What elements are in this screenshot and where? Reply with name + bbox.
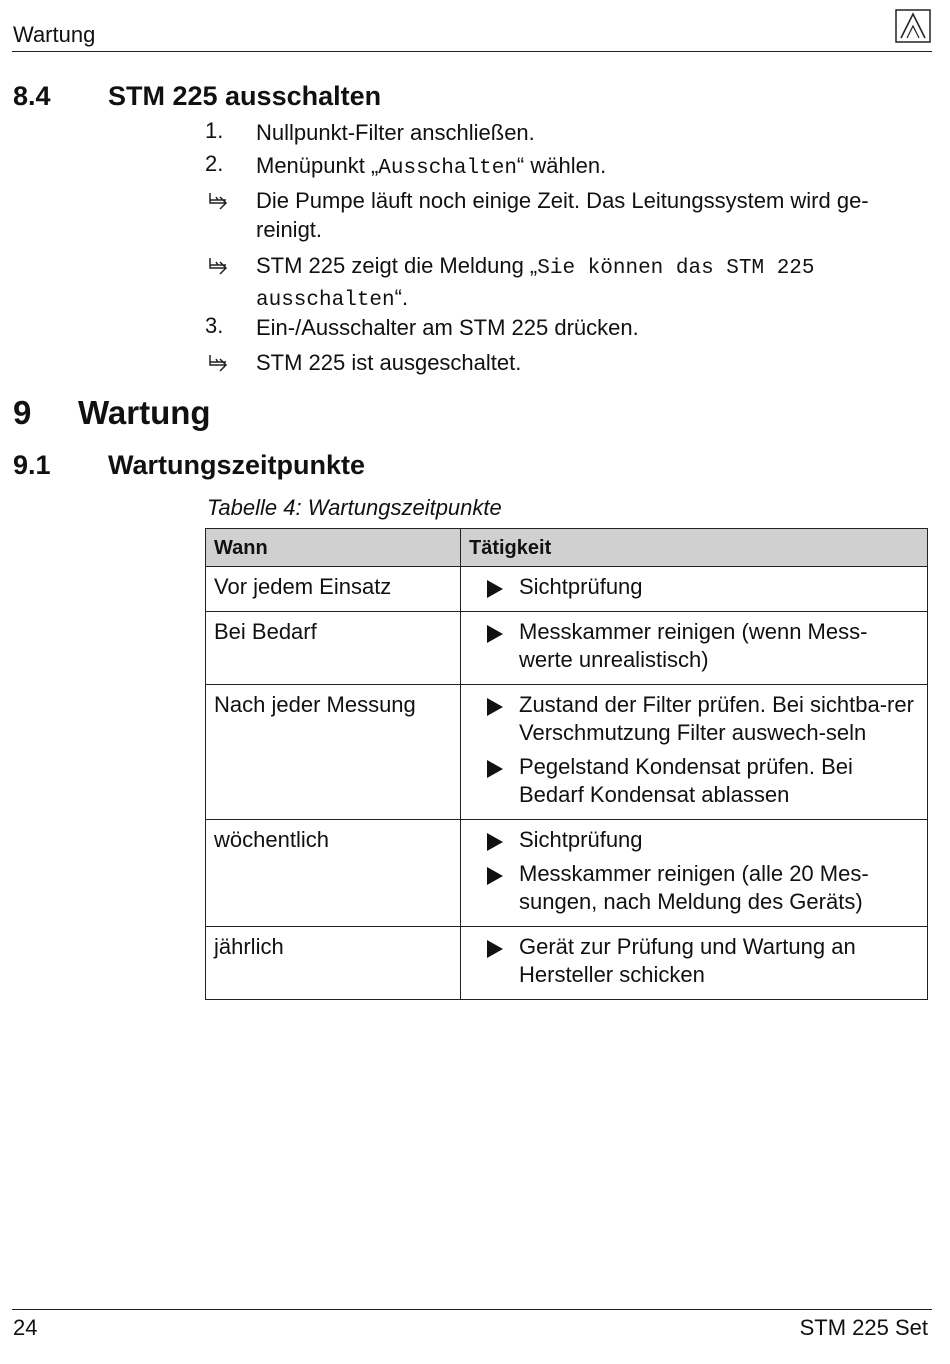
activity-cell — [461, 927, 928, 1000]
running-header-title: Wartung — [13, 22, 96, 47]
bullet-triangle-icon — [469, 618, 519, 644]
maintenance-table — [205, 528, 928, 1000]
header-rule — [12, 51, 932, 52]
table-row — [206, 820, 928, 927]
message-code: ausschalten — [256, 289, 395, 312]
footer-rule — [12, 1309, 932, 1310]
step-text: Nullpunkt-Filter anschließen. — [256, 120, 535, 145]
step-text: Ein-/Ausschalter am STM 225 drücken. — [256, 315, 639, 340]
activity-item: Pegelstand Kondensat prüfen. Bei Bedarf Kondensat ablassen — [469, 753, 919, 809]
activity-item: Messkammer reinigen (wenn Mess-werte unrealistisch) — [469, 618, 919, 674]
footer-product-name: STM 225 Set — [799, 1315, 928, 1340]
activity-cell — [461, 820, 928, 927]
bullet-triangle-icon — [469, 753, 519, 779]
step-number: 3. — [205, 313, 224, 338]
table-row — [206, 927, 928, 1000]
activity-item: Zustand der Filter prüfen. Bei sichtba-rer Verschmutzung Filter auswech-seln — [469, 691, 919, 747]
activity-cell — [461, 685, 928, 820]
result-arrow-icon — [206, 255, 230, 279]
activity-cell — [461, 612, 928, 685]
step-number: 1. — [205, 118, 224, 143]
menu-item-code: Ausschalten — [378, 157, 517, 180]
result-arrow-icon — [206, 190, 230, 214]
activity-item: Sichtprüfung — [469, 826, 919, 854]
message-code: Sie können das STM 225 — [537, 257, 815, 280]
result-text: STM 225 ist ausgeschaltet. — [256, 350, 522, 375]
activity-item: Gerät zur Prüfung und Wartung an Hersteller schicken — [469, 933, 919, 989]
result-text: Die Pumpe läuft noch einige Zeit. Das Leitungssystem wird ge- reinigt. — [256, 188, 869, 242]
when-cell: Bei Bedarf — [206, 612, 461, 685]
bullet-triangle-icon — [469, 826, 519, 852]
bullet-triangle-icon — [469, 691, 519, 717]
page-number: 24 — [13, 1315, 38, 1340]
section-title: STM 225 ausschalten — [108, 81, 382, 111]
section-title: Wartungszeitpunkte — [108, 450, 366, 480]
activity-item: Messkammer reinigen (alle 20 Mes-sungen, nach Meldung des Geräts) — [469, 860, 919, 916]
result-arrow-icon — [206, 352, 230, 376]
table-row — [206, 567, 928, 612]
when-cell: Nach jeder Messung — [206, 685, 461, 820]
section-number: 9.1 — [13, 450, 51, 480]
when-cell: Vor jedem Einsatz — [206, 567, 461, 612]
bullet-triangle-icon — [469, 860, 519, 886]
when-cell: wöchentlich — [206, 820, 461, 927]
column-header-activity: Tätigkeit — [461, 529, 928, 567]
when-cell: jährlich — [206, 927, 461, 1000]
table-caption: Tabelle 4: Wartungszeitpunkte — [207, 495, 502, 520]
chapter-number: 9 — [13, 394, 32, 431]
activity-item: Sichtprüfung — [469, 573, 919, 601]
chapter-title: Wartung — [78, 394, 211, 431]
activity-cell — [461, 567, 928, 612]
step-number: 2. — [205, 151, 224, 176]
table-header-row — [206, 529, 928, 567]
caution-triangle-logo-icon — [895, 9, 931, 43]
table-row — [206, 685, 928, 820]
step-text: Menüpunkt „Ausschalten“ wählen. — [256, 153, 607, 180]
table-row — [206, 612, 928, 685]
column-header-when: Wann — [206, 529, 461, 567]
section-number: 8.4 — [13, 81, 51, 111]
bullet-triangle-icon — [469, 933, 519, 959]
bullet-triangle-icon — [469, 573, 519, 599]
result-text: STM 225 zeigt die Meldung „Sie können das STM 225 ausschalten“. — [256, 253, 815, 312]
